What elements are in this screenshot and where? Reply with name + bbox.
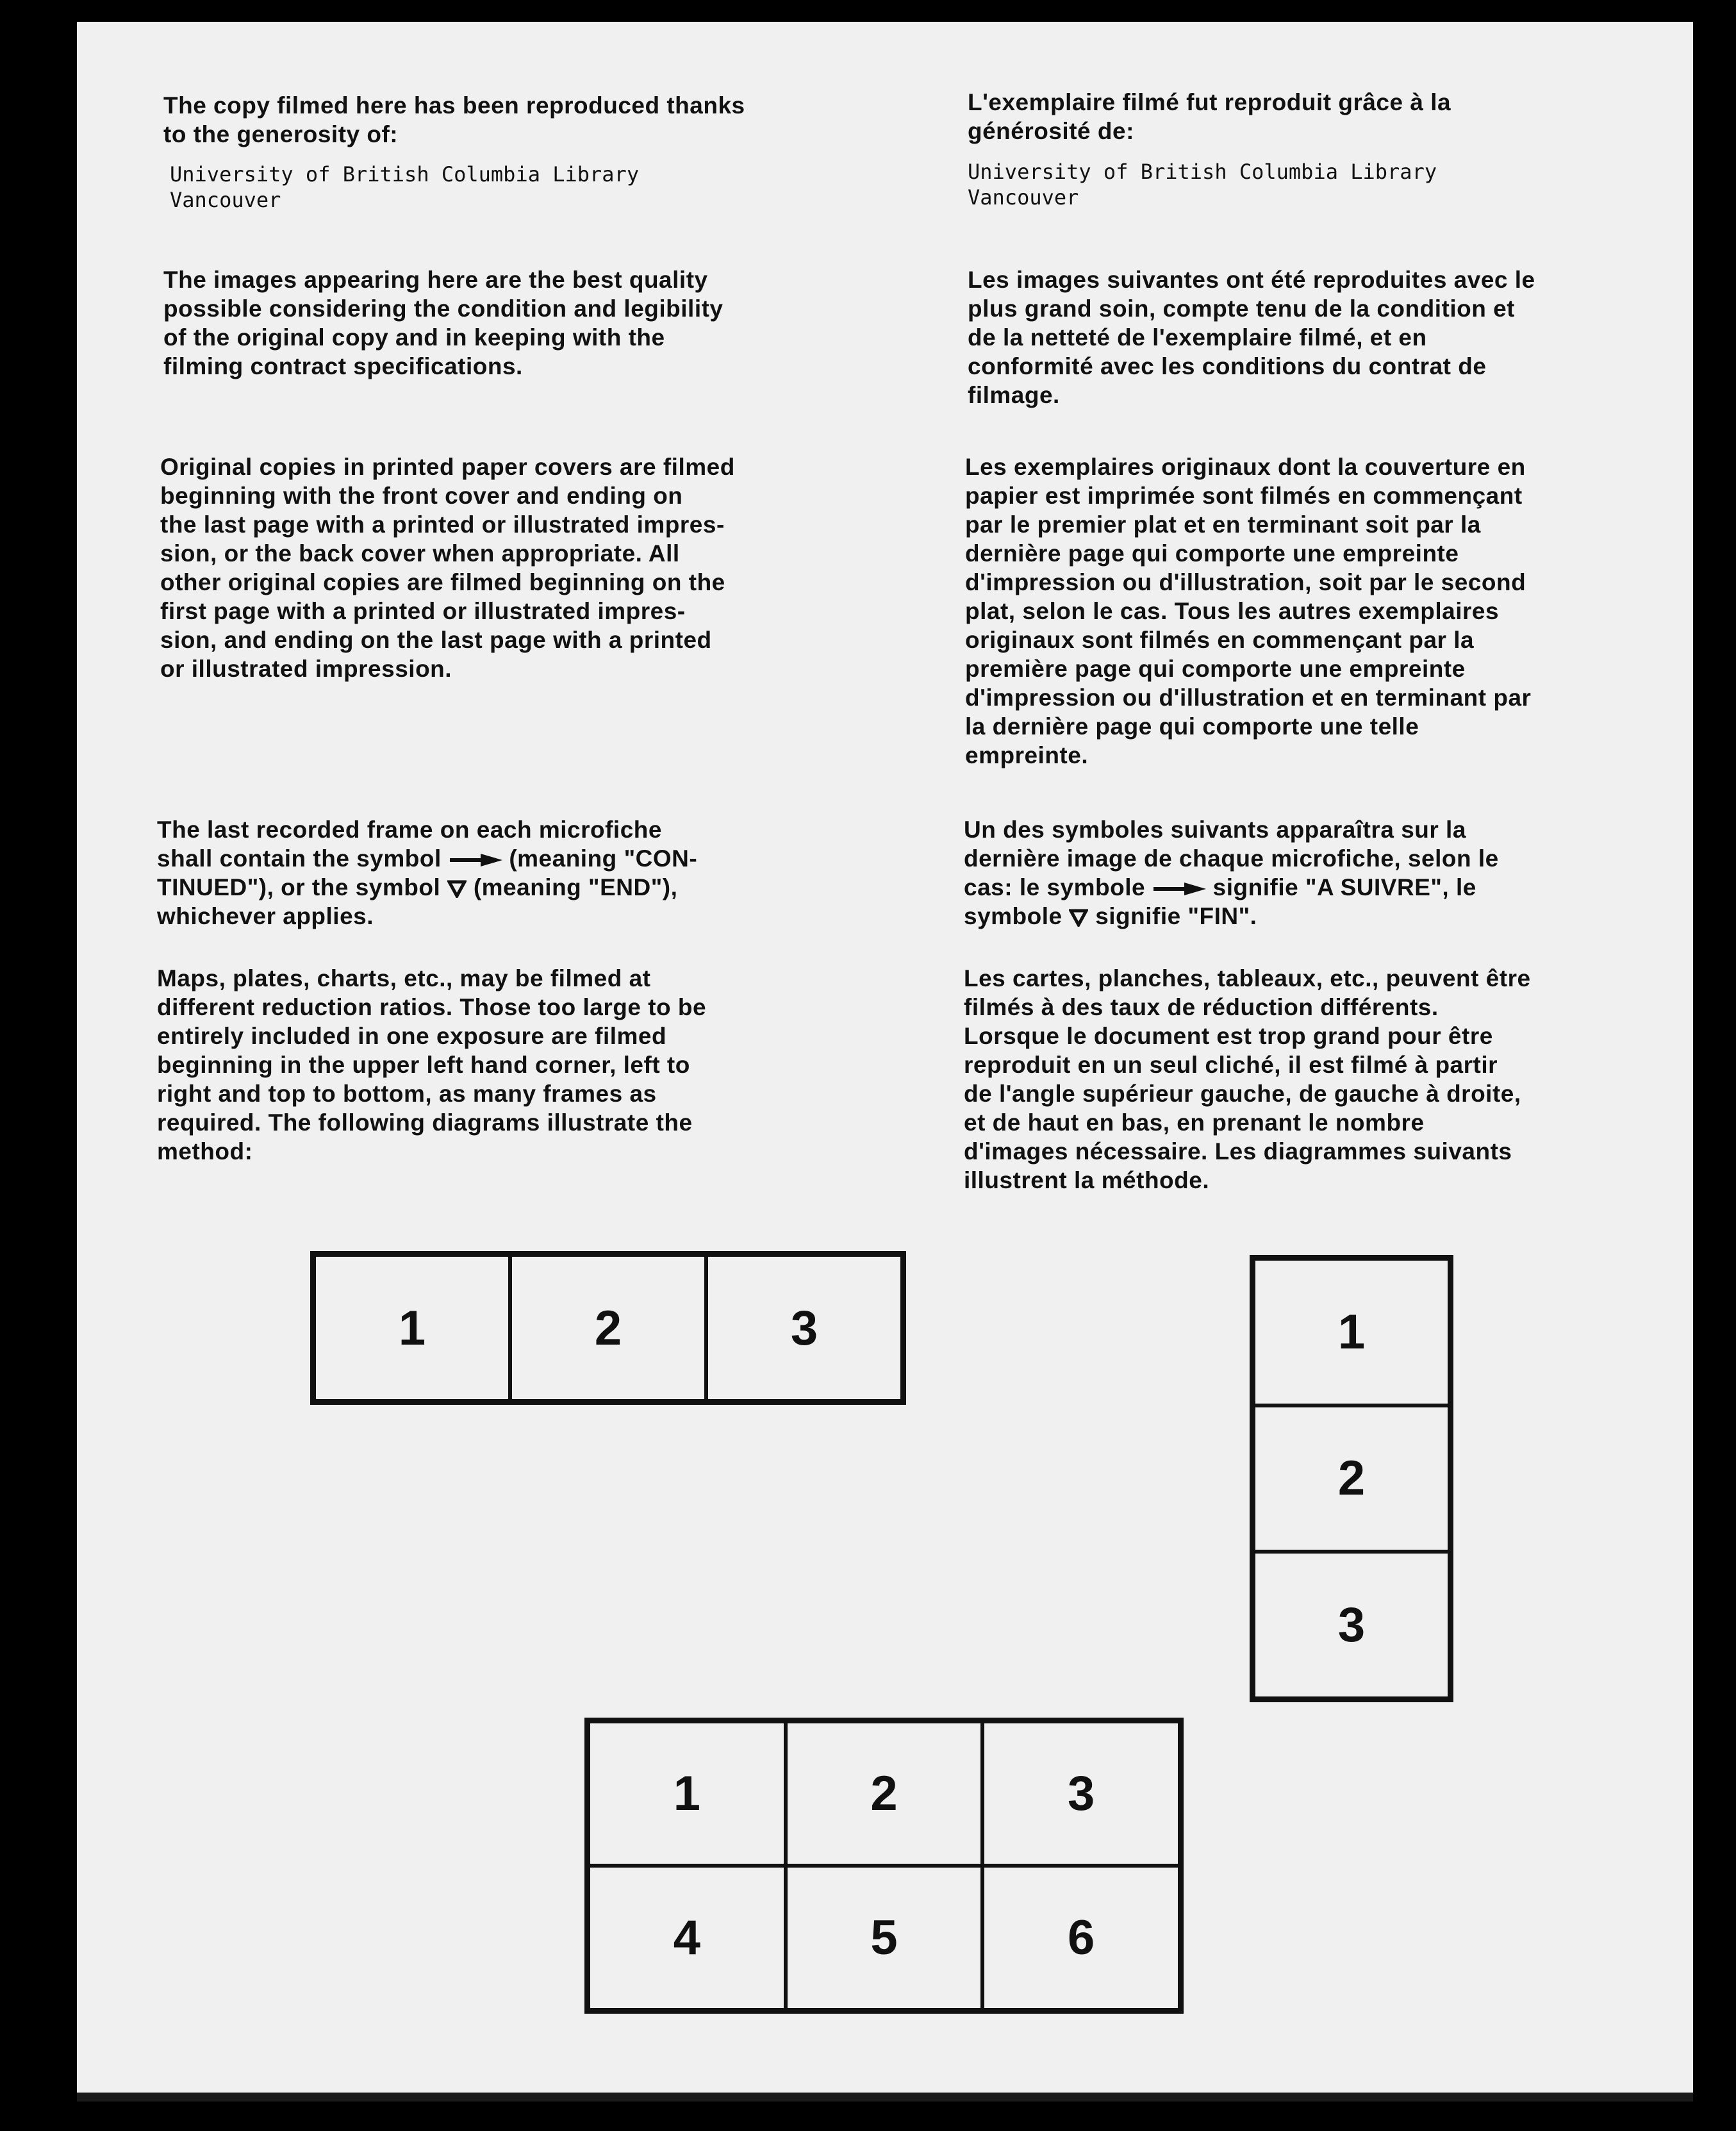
text-line bbox=[157, 873, 697, 902]
text-line: different reduction ratios. Those too large to be bbox=[157, 994, 707, 1020]
right-quality-paragraph bbox=[968, 265, 1535, 410]
triangle-down-icon bbox=[1069, 909, 1088, 927]
right-maps-paragraph bbox=[964, 964, 1531, 1195]
triangle-down-icon bbox=[447, 880, 467, 898]
arrow-right-icon bbox=[449, 853, 502, 867]
text-line: par le premier plat et en terminant soit par la bbox=[965, 511, 1481, 538]
frame-cell: 6 bbox=[982, 1866, 1180, 2010]
text-line: dernière page qui comporte une empreinte bbox=[965, 540, 1459, 567]
frame-cell: 3 bbox=[706, 1255, 902, 1401]
text-line: the last page with a printed or illustrated impres- bbox=[160, 511, 725, 538]
text-line: Un des symboles suivants apparaîtra sur la bbox=[964, 817, 1466, 843]
text-line: de la netteté de l'exemplaire filmé, et en bbox=[968, 324, 1427, 351]
text-fragment: cas: le symbole bbox=[964, 874, 1146, 900]
text-line: Lorsque le document est trop grand pour être bbox=[964, 1023, 1493, 1049]
text-line: d'impression ou d'illustration et en terminant par bbox=[965, 684, 1532, 711]
institution-city: Vancouver bbox=[170, 188, 281, 212]
text-line: required. The following diagrams illustrate the bbox=[157, 1109, 693, 1136]
text-line bbox=[157, 844, 697, 873]
text-line: filmage. bbox=[968, 382, 1060, 408]
text-line: d'images nécessaire. Les diagrammes suivants bbox=[964, 1138, 1512, 1165]
text-line: Les exemplaires originaux dont la couverture en bbox=[965, 454, 1526, 480]
right-institution bbox=[968, 159, 1437, 210]
frame-cell: 5 bbox=[786, 1866, 983, 2010]
text-line: plat, selon le cas. Tous les autres exemplaires bbox=[965, 598, 1500, 624]
text-line bbox=[964, 873, 1499, 902]
text-line: reproduit en un seul cliché, il est filmé à partir bbox=[964, 1052, 1498, 1078]
text-line: sion, or the back cover when appropriate. All bbox=[160, 540, 680, 567]
text-line: Original copies in printed paper covers are filmed bbox=[160, 454, 735, 480]
text-line: et de haut en bas, en prenant le nombre bbox=[964, 1109, 1425, 1136]
text-line: Les images suivantes ont été reproduites avec le bbox=[968, 267, 1535, 293]
text-line: de l'angle supérieur gauche, de gauche à droite, bbox=[964, 1081, 1521, 1107]
text-line: first page with a printed or illustrated impres- bbox=[160, 598, 686, 624]
text-line: L'exemplaire filmé fut reproduit grâce à la bbox=[968, 89, 1451, 115]
text-line: dernière image de chaque microfiche, selon le bbox=[964, 845, 1499, 872]
text-line: of the original copy and in keeping with the bbox=[163, 324, 665, 351]
text-line: filming contract specifications. bbox=[163, 353, 523, 379]
text-line: première page qui comporte une empreinte bbox=[965, 656, 1466, 682]
text-fragment: shall contain the symbol bbox=[157, 845, 442, 872]
institution-city: Vancouver bbox=[968, 185, 1079, 210]
text-line: papier est imprimée sont filmés en commençant bbox=[965, 483, 1523, 509]
text-line: Maps, plates, charts, etc., may be filmed at bbox=[157, 965, 651, 991]
left-intro bbox=[163, 91, 745, 149]
frame-cell: 2 bbox=[786, 1721, 983, 1866]
horizontal-frame-diagram bbox=[310, 1251, 906, 1405]
text-line: beginning in the upper left hand corner, left to bbox=[157, 1052, 690, 1078]
text-line: plus grand soin, compte tenu de la condition et bbox=[968, 295, 1515, 322]
left-institution bbox=[170, 162, 639, 213]
text-line: entirely included in one exposure are filmed bbox=[157, 1023, 667, 1049]
left-originals-paragraph bbox=[160, 452, 735, 683]
text-line: The copy filmed here has been reproduced thanks bbox=[163, 92, 745, 119]
film-edge bbox=[77, 2093, 1693, 2102]
text-fragment: signifie "A SUIVRE", le bbox=[1212, 874, 1476, 900]
text-line: originaux sont filmés en commençant par la bbox=[965, 627, 1475, 653]
grid-frame-diagram bbox=[584, 1718, 1184, 2014]
frame-cell: 1 bbox=[1253, 1259, 1450, 1405]
arrow-right-icon bbox=[1152, 882, 1206, 896]
text-line: method: bbox=[157, 1138, 253, 1165]
text-line: possible considering the condition and legibility bbox=[163, 295, 723, 322]
text-line: générosité de: bbox=[968, 118, 1134, 144]
text-line: or illustrated impression. bbox=[160, 656, 452, 682]
text-line: The last recorded frame on each microfiche bbox=[157, 817, 662, 843]
text-line: illustrent la méthode. bbox=[964, 1167, 1210, 1193]
vertical-frame-diagram bbox=[1250, 1255, 1453, 1702]
text-line: right and top to bottom, as many frames as bbox=[157, 1081, 657, 1107]
right-intro bbox=[968, 88, 1451, 145]
left-symbols-paragraph bbox=[157, 815, 697, 931]
right-originals-paragraph bbox=[965, 452, 1531, 770]
text-line: d'impression ou d'illustration, soit par le second bbox=[965, 569, 1526, 595]
right-symbols-paragraph bbox=[964, 815, 1499, 931]
text-fragment: symbole bbox=[964, 903, 1062, 929]
frame-cell: 1 bbox=[314, 1255, 510, 1401]
text-line bbox=[964, 902, 1499, 931]
text-line: whichever applies. bbox=[157, 903, 374, 929]
text-fragment: TINUED"), or the symbol bbox=[157, 874, 441, 900]
text-line: beginning with the front cover and ending on bbox=[160, 483, 683, 509]
text-line: la dernière page qui comporte une telle bbox=[965, 713, 1419, 740]
text-line: other original copies are filmed beginning on the bbox=[160, 569, 725, 595]
text-fragment: signifie "FIN". bbox=[1095, 903, 1257, 929]
text-fragment: (meaning "CON- bbox=[509, 845, 698, 872]
text-line: empreinte. bbox=[965, 742, 1089, 768]
text-fragment: (meaning "END"), bbox=[473, 874, 678, 900]
frame-cell: 2 bbox=[510, 1255, 706, 1401]
frame-cell: 1 bbox=[588, 1721, 786, 1866]
frame-cell: 3 bbox=[1253, 1552, 1450, 1698]
text-line: The images appearing here are the best quality bbox=[163, 267, 708, 293]
left-quality-paragraph bbox=[163, 265, 723, 381]
frame-cell: 4 bbox=[588, 1866, 786, 2010]
text-line: Les cartes, planches, tableaux, etc., peuvent être bbox=[964, 965, 1531, 991]
left-maps-paragraph bbox=[157, 964, 706, 1166]
institution-name: University of British Columbia Library bbox=[170, 162, 640, 187]
text-line: sion, and ending on the last page with a printed bbox=[160, 627, 712, 653]
frame-cell: 3 bbox=[982, 1721, 1180, 1866]
frame-cell: 2 bbox=[1253, 1405, 1450, 1552]
text-line: to the generosity of: bbox=[163, 121, 399, 147]
text-line: filmés à des taux de réduction différents. bbox=[964, 994, 1439, 1020]
document-page bbox=[77, 22, 1693, 2098]
text-line: conformité avec les conditions du contrat de bbox=[968, 353, 1487, 379]
institution-name: University of British Columbia Library bbox=[968, 160, 1437, 184]
